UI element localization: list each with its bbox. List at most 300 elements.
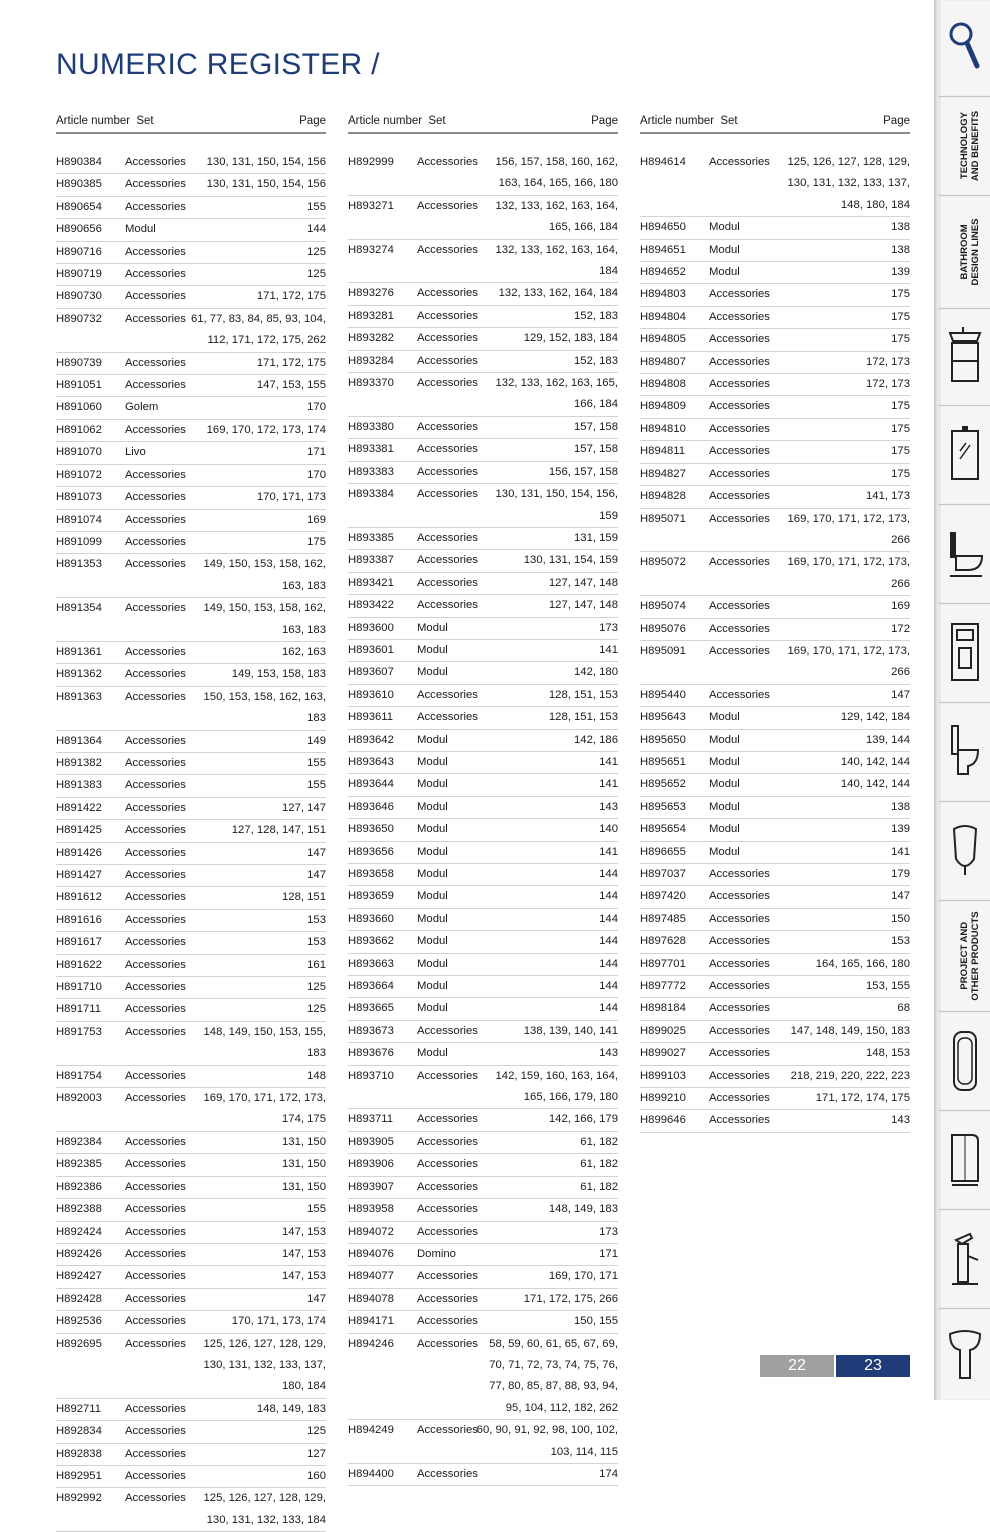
- set-cell: Accessories: [125, 312, 186, 325]
- pages-cell: 173: [599, 1225, 618, 1238]
- table-row: [348, 730, 618, 752]
- pages-cell: 149, 153, 158, 183: [231, 668, 326, 681]
- set-cell: Accessories: [417, 199, 478, 212]
- table-row: [56, 397, 326, 419]
- article-number-cell: H890719: [56, 268, 102, 281]
- table-row: [348, 1021, 618, 1043]
- tab-washbasins[interactable]: [938, 1309, 990, 1400]
- pages-cell: 138: [891, 243, 910, 256]
- set-cell: Modul: [709, 243, 740, 256]
- article-number-cell: H891710: [56, 981, 102, 994]
- article-number-cell: H898184: [640, 1002, 686, 1015]
- pages-cell: 147: [891, 890, 910, 903]
- set-cell: Accessories: [125, 1069, 186, 1082]
- set-cell: Accessories: [417, 1270, 478, 1283]
- pages-cell: 125: [307, 1425, 326, 1438]
- table-row: [640, 707, 910, 729]
- tab-mirror-cabinets[interactable]: [938, 406, 990, 505]
- pages-cell: 132, 133, 162, 163, 164, 184: [495, 243, 618, 278]
- set-cell: Accessories: [125, 981, 186, 994]
- pages-cell: 169, 170, 171, 172, 173, 174, 175: [203, 1092, 326, 1126]
- pages-cell: 125, 126, 127, 128, 129, 130, 131, 132, 133, 184: [203, 1492, 326, 1526]
- set-cell: Accessories: [709, 688, 770, 701]
- pages-cell: 138: [891, 221, 910, 234]
- set-cell: Accessories: [125, 1402, 186, 1415]
- set-cell: Accessories: [709, 935, 770, 948]
- table-row: [56, 932, 326, 954]
- set-cell: Accessories: [709, 422, 770, 435]
- set-cell: Accessories: [125, 245, 186, 258]
- set-cell: Accessories: [417, 688, 478, 701]
- pages-cell: 175: [891, 288, 910, 301]
- set-cell: Accessories: [125, 756, 186, 769]
- table-row: [348, 1464, 618, 1486]
- set-cell: Accessories: [125, 1447, 186, 1460]
- article-number-cell: H895652: [640, 778, 686, 791]
- pages-cell: 170: [307, 401, 326, 414]
- table-row: [56, 532, 326, 554]
- set-cell: Accessories: [417, 309, 478, 322]
- article-number-cell: H895091: [640, 644, 686, 657]
- table-row: [56, 664, 326, 686]
- article-number-cell: H895071: [640, 512, 686, 525]
- article-number-cell: H893673: [348, 1024, 394, 1037]
- table-row: [56, 152, 326, 174]
- set-cell: Accessories: [417, 1424, 478, 1437]
- table-row: [348, 797, 618, 819]
- faucet-icon: [946, 1226, 984, 1292]
- table-row: [348, 954, 618, 976]
- article-number-cell: H891060: [56, 401, 102, 414]
- article-number-cell: H894803: [640, 288, 686, 301]
- pages-cell: 171, 172, 175: [256, 356, 326, 369]
- tab-project-and-other-products[interactable]: [938, 901, 990, 1012]
- article-number-cell: H890716: [56, 245, 102, 258]
- article-number-cell: H891753: [56, 1025, 102, 1038]
- pages-cell: 149: [307, 734, 326, 747]
- article-number-cell: H893271: [348, 199, 394, 212]
- set-cell: Accessories: [709, 1002, 770, 1015]
- table-row: [56, 219, 326, 241]
- table-row: [640, 730, 910, 752]
- article-number-cell: H894650: [640, 221, 686, 234]
- article-number-cell: H892003: [56, 1092, 102, 1105]
- pages-cell: 175: [891, 400, 910, 413]
- table-row: [640, 864, 910, 886]
- article-number-cell: H893643: [348, 755, 394, 768]
- set-cell: Accessories: [125, 1337, 186, 1350]
- article-number-cell: H894807: [640, 355, 686, 368]
- pages-cell: 179: [891, 868, 910, 880]
- set-cell: Livo: [125, 446, 146, 459]
- table-row: [348, 931, 618, 953]
- table-row: [348, 528, 618, 550]
- pages-cell: 175: [891, 422, 910, 435]
- table-row: [56, 197, 326, 219]
- table-row: [56, 420, 326, 442]
- article-number-cell: H893665: [348, 1002, 394, 1015]
- pages-cell: 147: [307, 1292, 326, 1305]
- tab-bathtubs[interactable]: [938, 1012, 990, 1111]
- table-row: [348, 328, 618, 350]
- tab-urinals[interactable]: [938, 802, 990, 901]
- register-rows: [56, 152, 326, 1532]
- table-row: [640, 819, 910, 841]
- article-number-cell: H893642: [348, 733, 394, 746]
- table-row: [348, 1043, 618, 1065]
- tab-label-line: AND BENEFITS: [970, 110, 981, 182]
- article-number-cell: H891363: [56, 690, 102, 703]
- table-row: [348, 1266, 618, 1288]
- pages-cell: 150, 155: [574, 1315, 618, 1328]
- table-row: [640, 931, 910, 953]
- tab-label-line: TECHNOLOGY: [959, 112, 970, 180]
- article-number-cell: H891383: [56, 779, 102, 792]
- pages-cell: 125: [307, 981, 326, 994]
- set-cell: Accessories: [125, 178, 186, 191]
- article-number-cell: H893610: [348, 688, 394, 701]
- pages-cell: 169, 170, 172, 173, 174: [206, 423, 326, 436]
- set-cell: Modul: [709, 266, 740, 279]
- article-number-cell: H894651: [640, 243, 686, 256]
- tab-shower-enclosures[interactable]: [938, 1111, 990, 1210]
- table-row: [348, 1420, 618, 1464]
- table-row: [640, 441, 910, 463]
- table-row: [348, 196, 618, 240]
- pages-cell: 169, 170, 171, 172, 173, 266: [787, 512, 910, 546]
- table-row: [640, 419, 910, 441]
- header-article-number: Article number: [56, 115, 131, 127]
- article-number-cell: H893611: [348, 711, 394, 724]
- table-row: [56, 1466, 326, 1488]
- set-cell: Modul: [709, 778, 740, 791]
- pages-cell: 131, 150: [282, 1135, 326, 1148]
- article-number-cell: H892711: [56, 1402, 102, 1415]
- article-number-cell: H893381: [348, 443, 394, 456]
- page-title: NUMERIC REGISTER /: [56, 48, 380, 81]
- set-cell: Accessories: [417, 287, 478, 300]
- table-row: [56, 1154, 326, 1176]
- table-row: [56, 1177, 326, 1199]
- table-row: [56, 642, 326, 664]
- wall-hung-toilet-icon: [946, 522, 986, 586]
- pages-cell: 125, 126, 127, 128, 129, 130, 131, 132, 133, 137, 148, 180, 184: [787, 156, 910, 211]
- pages-cell: 129, 142, 184: [840, 711, 910, 724]
- pages-cell: 155: [307, 779, 326, 792]
- article-number-cell: H893281: [348, 309, 394, 322]
- pages-cell: 127, 128, 147, 151: [231, 824, 326, 837]
- set-cell: Accessories: [417, 1069, 478, 1082]
- article-number-cell: H892992: [56, 1492, 102, 1505]
- article-number-cell: H891425: [56, 824, 102, 837]
- table-row: [56, 1334, 326, 1399]
- bathtub-icon: [946, 1028, 984, 1094]
- set-cell: Accessories: [125, 846, 186, 859]
- set-cell: Modul: [709, 845, 740, 858]
- set-cell: Accessories: [417, 1292, 478, 1305]
- pages-cell: 147: [891, 688, 910, 701]
- pages-cell: 169, 170, 171, 172, 173, 266: [787, 644, 910, 679]
- tab-search[interactable]: [938, 0, 990, 97]
- pages-cell: 150: [891, 912, 910, 925]
- table-row: [56, 798, 326, 820]
- set-cell: Accessories: [125, 513, 186, 526]
- table-row: [56, 510, 326, 532]
- table-row: [348, 1334, 618, 1421]
- tab-installation-systems[interactable]: [938, 604, 990, 703]
- set-cell: Accessories: [125, 1025, 186, 1038]
- set-cell: Accessories: [125, 268, 186, 281]
- set-cell: Accessories: [125, 1292, 186, 1305]
- pages-cell: 139, 144: [866, 733, 910, 746]
- set-cell: Accessories: [125, 491, 186, 504]
- article-number-cell: H893380: [348, 420, 394, 433]
- table-row: [348, 864, 618, 886]
- article-number-cell: H893662: [348, 935, 394, 948]
- table-row: [348, 417, 618, 439]
- table-row: [640, 1043, 910, 1065]
- pages-cell: 127, 147: [282, 801, 326, 814]
- pages-cell: 147: [307, 869, 326, 881]
- urinal-icon: [946, 819, 984, 883]
- table-row: [56, 1199, 326, 1221]
- pages-cell: 128, 151, 153: [548, 711, 618, 724]
- article-number-cell: H893958: [348, 1203, 394, 1216]
- pages-cell: 131, 159: [574, 531, 618, 544]
- pages-cell: 141: [891, 845, 910, 858]
- set-cell: Accessories: [125, 891, 186, 904]
- table-row: [348, 1109, 618, 1131]
- table-row: [56, 1132, 326, 1154]
- tab-wall-hung-toilets[interactable]: [938, 505, 990, 604]
- article-number-cell: H891062: [56, 423, 102, 436]
- tab-floor-toilets[interactable]: [938, 703, 990, 802]
- pages-cell: 153: [307, 913, 326, 926]
- side-navigation: [934, 0, 990, 1400]
- article-number-cell: H891754: [56, 1069, 102, 1082]
- set-cell: Accessories: [417, 243, 478, 256]
- set-cell: Accessories: [709, 1047, 770, 1060]
- set-cell: Accessories: [125, 468, 186, 481]
- pages-cell: 160: [307, 1469, 326, 1482]
- set-cell: Accessories: [125, 200, 186, 213]
- article-number-cell: H892386: [56, 1180, 102, 1193]
- table-row: [56, 843, 326, 865]
- pages-cell: 162, 163: [282, 645, 326, 658]
- pages-cell: 128, 151, 153: [548, 688, 618, 701]
- article-number-cell: H893646: [348, 800, 394, 813]
- pages-cell: 125: [307, 268, 326, 281]
- article-number-cell: H899027: [640, 1047, 686, 1060]
- article-number-cell: H891427: [56, 869, 102, 881]
- article-number-cell: H891354: [56, 602, 102, 615]
- set-cell: Accessories: [125, 1425, 186, 1438]
- pages-cell: 148: [307, 1069, 326, 1082]
- table-row: [640, 240, 910, 262]
- set-cell: Accessories: [417, 599, 478, 612]
- magnifier-icon: [946, 18, 984, 78]
- table-row: [640, 685, 910, 707]
- table-row: [56, 242, 326, 264]
- set-cell: Accessories: [417, 711, 478, 724]
- set-cell: Modul: [417, 621, 448, 634]
- article-number-cell: H894811: [640, 445, 686, 458]
- table-row: [348, 842, 618, 864]
- tab-technology-and-benefits[interactable]: [938, 97, 990, 196]
- table-row: [348, 1132, 618, 1154]
- set-cell: Accessories: [125, 1270, 186, 1283]
- set-cell: Modul: [417, 1047, 448, 1060]
- set-cell: Accessories: [417, 1315, 478, 1328]
- set-cell: Accessories: [417, 1467, 478, 1480]
- pages-cell: 169: [307, 513, 326, 526]
- pages-cell: 148, 149, 183: [548, 1203, 618, 1216]
- article-number-cell: H895074: [640, 600, 686, 613]
- table-row: [348, 1066, 618, 1110]
- table-row: [640, 842, 910, 864]
- table-row: [348, 283, 618, 305]
- set-cell: Accessories: [709, 156, 770, 168]
- table-row: [56, 1488, 326, 1532]
- set-cell: Accessories: [709, 1092, 770, 1105]
- table-row: [348, 439, 618, 461]
- article-number-cell: H891070: [56, 446, 102, 459]
- set-cell: Accessories: [125, 1180, 186, 1193]
- pages-cell: 171, 172, 175: [256, 290, 326, 303]
- set-cell: Accessories: [417, 1135, 478, 1148]
- article-number-cell: H895653: [640, 800, 686, 813]
- pages-cell: 170: [307, 468, 326, 481]
- pages-cell: 139: [891, 266, 910, 279]
- article-number-cell: H894804: [640, 310, 686, 323]
- pages-cell: 147: [307, 846, 326, 859]
- article-number-cell: H891711: [56, 1003, 102, 1016]
- article-number-cell: H893660: [348, 912, 394, 925]
- set-cell: Modul: [417, 755, 448, 768]
- set-cell: Accessories: [417, 354, 478, 367]
- header-page: Page: [883, 115, 910, 127]
- article-number-cell: H893710: [348, 1069, 394, 1082]
- set-cell: Accessories: [709, 445, 770, 458]
- set-cell: Accessories: [709, 467, 770, 480]
- pages-cell: 61, 182: [580, 1180, 618, 1193]
- tab-label-line: BATHROOM: [959, 224, 970, 280]
- article-number-cell: H892428: [56, 1292, 102, 1305]
- article-number-cell: H894808: [640, 378, 686, 391]
- pages-cell: 130, 131, 150, 154, 156: [206, 156, 326, 168]
- set-cell: Modul: [709, 755, 740, 768]
- table-row: [56, 820, 326, 842]
- table-row: [640, 307, 910, 329]
- article-number-cell: H894077: [348, 1270, 394, 1283]
- set-cell: Accessories: [417, 332, 478, 345]
- mirror-cabinet-icon: [946, 423, 984, 487]
- table-row: [348, 573, 618, 595]
- set-cell: Accessories: [125, 1492, 186, 1505]
- table-row: [348, 373, 618, 417]
- table-row: [348, 240, 618, 284]
- washbasin-icon: [946, 1322, 984, 1388]
- pages-cell: 155: [307, 200, 326, 213]
- article-number-cell: H894076: [348, 1247, 394, 1260]
- article-number-cell: H895650: [640, 733, 686, 746]
- pages-cell: 157, 158: [574, 420, 618, 433]
- header-set: Set: [720, 115, 738, 127]
- pages-cell: 125: [307, 245, 326, 258]
- table-row: [56, 554, 326, 598]
- set-cell: Accessories: [709, 378, 770, 391]
- table-row: [56, 775, 326, 797]
- article-number-cell: H893385: [348, 531, 394, 544]
- pages-cell: 156, 157, 158, 160, 162, 163, 164, 165, 166, 180: [495, 156, 618, 190]
- article-number-cell: H894078: [348, 1292, 394, 1305]
- article-number-cell: H893387: [348, 554, 394, 567]
- pages-cell: 175: [891, 445, 910, 458]
- pages-cell: 155: [307, 756, 326, 769]
- set-cell: Accessories: [709, 490, 770, 503]
- article-number-cell: H892951: [56, 1469, 102, 1482]
- set-cell: Accessories: [125, 558, 186, 571]
- article-number-cell: H894809: [640, 400, 686, 413]
- table-row: [640, 954, 910, 976]
- pages-cell: 142, 159, 160, 163, 164, 165, 166, 179, 180: [495, 1069, 618, 1104]
- pages-cell: 156, 157, 158: [548, 465, 618, 478]
- set-cell: Accessories: [125, 801, 186, 814]
- table-row: [348, 1244, 618, 1266]
- tab-faucets[interactable]: [938, 1210, 990, 1309]
- table-row: [56, 353, 326, 375]
- set-cell: Accessories: [125, 1225, 186, 1238]
- article-number-cell: H891364: [56, 734, 102, 747]
- tab-vanity-units[interactable]: [938, 309, 990, 406]
- table-row: [640, 596, 910, 618]
- pages-cell: 128, 151: [282, 891, 326, 904]
- article-number-cell: H890384: [56, 156, 102, 168]
- article-number-cell: H892385: [56, 1158, 102, 1171]
- pages-cell: 169: [891, 600, 910, 613]
- table-row: [640, 641, 910, 685]
- pages-cell: 149, 150, 153, 158, 162, 163, 183: [203, 558, 326, 592]
- pages-cell: 127, 147, 148: [548, 576, 618, 589]
- table-row: [348, 662, 618, 684]
- pages-cell: 164, 165, 166, 180: [815, 957, 910, 970]
- article-number-cell: H893644: [348, 778, 394, 791]
- pages-cell: 141: [599, 845, 618, 858]
- pages-cell: 175: [307, 535, 326, 548]
- article-number-cell: H893422: [348, 599, 394, 612]
- header-article-number: Article number: [640, 115, 715, 127]
- pages-cell: 175: [891, 333, 910, 346]
- table-row: [56, 1399, 326, 1421]
- table-row: [640, 619, 910, 641]
- register-rows: [640, 152, 910, 1133]
- set-cell: Modul: [709, 711, 740, 724]
- table-row: [56, 687, 326, 731]
- table-row: [640, 752, 910, 774]
- set-cell: Accessories: [125, 1158, 186, 1171]
- article-number-cell: H897628: [640, 935, 686, 948]
- article-number-cell: H894805: [640, 333, 686, 346]
- tab-bathroom-design-lines[interactable]: [938, 196, 990, 309]
- set-cell: Modul: [417, 957, 448, 970]
- set-cell: Accessories: [125, 869, 186, 881]
- set-cell: Accessories: [417, 465, 478, 478]
- table-row: [640, 152, 910, 217]
- article-number-cell: H890732: [56, 312, 102, 325]
- pages-cell: 138: [891, 800, 910, 813]
- register-column-2: [348, 115, 618, 1486]
- set-cell: Accessories: [417, 1113, 478, 1126]
